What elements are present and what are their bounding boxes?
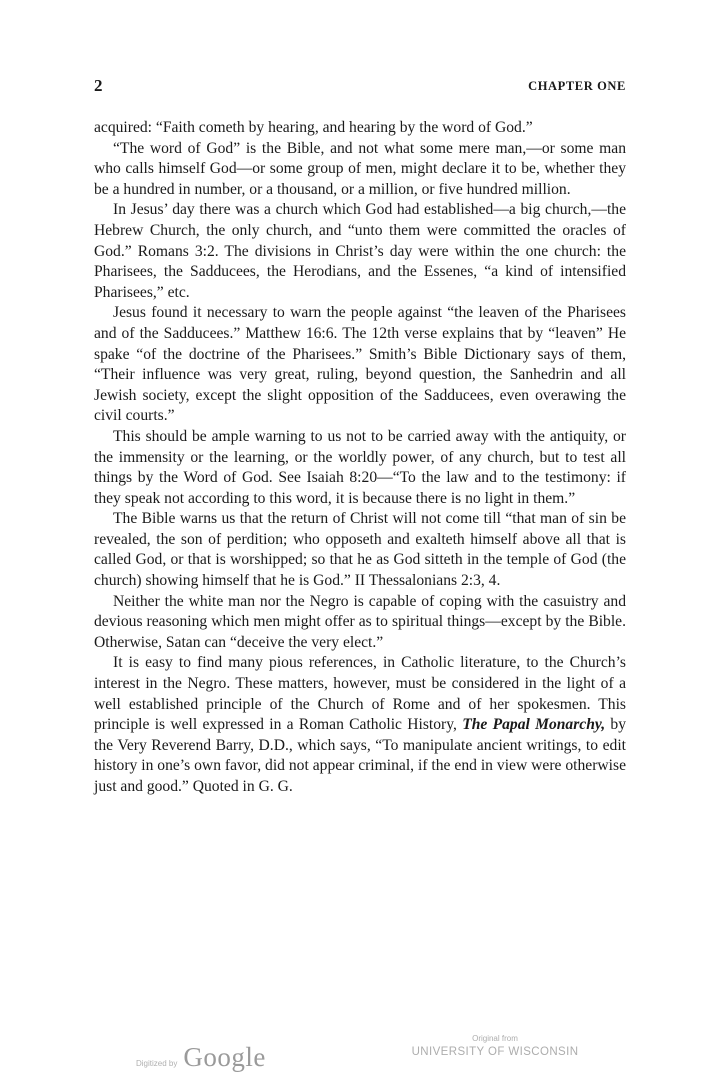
chapter-title: CHAPTER ONE (528, 79, 626, 93)
paragraph-text: It is easy to find many pious references, in Catholic literature, to the Church’s interest in the Negro. These matters, however, must be considered in the light of a well established principle of the Church of Rome and of her spokesmen. This principle is well expressed in a Roman Catholic History, (94, 654, 626, 734)
digitization-footer (0, 1026, 711, 1072)
paragraph-continued: acquired: “Faith cometh by hearing, and hearing by the word of God.” (94, 119, 533, 136)
body-text (94, 118, 626, 798)
google-logo: Google (183, 1042, 266, 1072)
original-source (395, 1034, 595, 1060)
page-header (94, 76, 626, 98)
paragraph: This should be ample warning to us not to be carried away with the antiquity, or the immensity or the learning, or the worldly power, of any church, but to test all things by the Word of God. See Isaiah 8:20—“To the law and to the testimony: if they speak not according to this word, it is because there is no light in them.” (94, 427, 626, 507)
paragraph: Jesus found it necessary to warn the people against “the leaven of the Pharisees and of the Sadducees.” Matthew 16:6. The 12th verse explains that by “leaven” He spake “of the doctrine of the Pharisees.” Smith’s Bible Dictionary says of them, “Their influence was very great, ruling, beyond question, the Sanhedrin and all Jewish society, except the slight opposition of the Sadducees, even overawing the civil courts.” (94, 304, 626, 425)
paragraph: Neither the white man nor the Negro is capable of coping with the casuistry and devious reasoning which men might offer as to spiritual things—except by the Bible. Otherwise, Satan can “deceive the very elect.” (94, 592, 626, 651)
paragraph (94, 653, 626, 797)
page-number: 2 (94, 76, 103, 95)
book-title-italic: The Papal Monarchy, (462, 716, 606, 734)
digitized-by-label: Digitized by (136, 1059, 178, 1068)
paragraph: In Jesus’ day there was a church which God had established—a big church,—the Hebrew Church, the only church, and “unto them were committed the oracles of God.” Romans 3:2. The divisions in Christ’s day were within the one church: the Pharisees, the Sadducees, the Herodians, and the Essenes, “a kind of intensified Pharisees,” etc. (94, 201, 626, 301)
paragraph: The Bible warns us that the return of Christ will not come till “that man of sin be revealed, the son of perdition; who opposeth and exalteth himself above all that is called God, or that is worshipped; so that he as God sitteth in the temple of God (the church) showing himself that he is God.” II Thessalonians 2:3, 4. (94, 510, 626, 590)
digitized-by-google (136, 1042, 266, 1073)
paragraph-text: by the Very Reverend Barry, D.D., which says, “To manipulate ancient writings, to edit history in one’s own favor, did not appear criminal, if the end in view were otherwise just and good.” Quoted in G. G. (94, 716, 627, 795)
original-from-label: Original from (472, 1034, 518, 1043)
original-source-name: UNIVERSITY OF WISCONSIN (411, 1046, 579, 1058)
paragraph: “The word of God” is the Bible, and not what some mere man,—or some man who calls himself God—or some group of men, might declare it to be, whether they be a hundred in number, or a thousand, or a million, or five hundred million. (94, 139, 626, 198)
